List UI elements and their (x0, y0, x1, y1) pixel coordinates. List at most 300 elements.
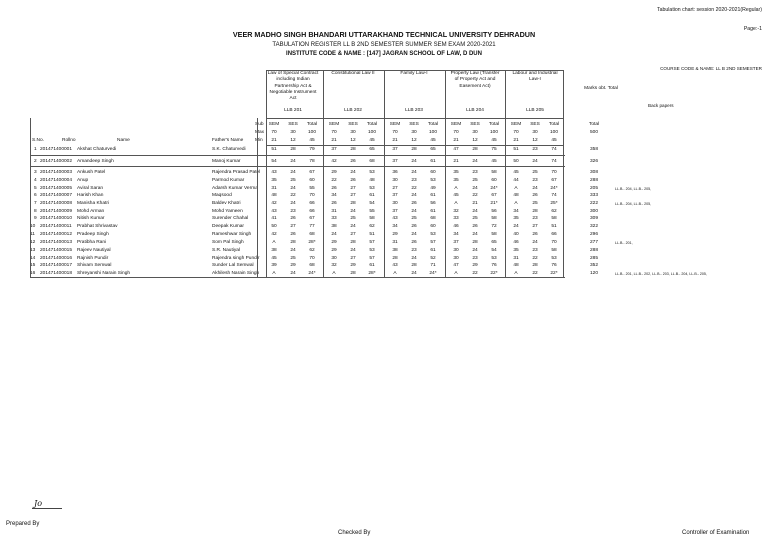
row-mark: 37 (392, 159, 398, 164)
row-father-name: Adarsh Kumar Verma (212, 186, 258, 191)
row-rollno: 201471400001 (40, 147, 73, 152)
ses-header: SES (288, 122, 298, 127)
row-name: Anup (77, 178, 89, 183)
row-total: 326 (589, 159, 598, 164)
row-mark: 70 (309, 193, 315, 198)
row-mark: 24 (472, 186, 478, 191)
row-mark: 24 (290, 271, 296, 276)
row-mark: 48 (271, 193, 277, 198)
row-mark: 60 (430, 224, 436, 229)
row-mark: 50 (271, 224, 277, 229)
row-total: 288 (589, 178, 598, 183)
row-mark: 67 (309, 170, 315, 175)
subject-divider (323, 70, 324, 277)
row-rollno: 201471400012 (40, 232, 73, 237)
row-mark: 28 (290, 240, 296, 245)
row-mark: 54 (491, 248, 497, 253)
father-name-header: Father's Name (212, 138, 244, 143)
row-mark: 27 (392, 186, 398, 191)
row-mark: 55 (309, 186, 315, 191)
row-total: 300 (589, 209, 598, 214)
row-mark: 41 (271, 216, 277, 221)
row-mark: 45 (491, 159, 497, 164)
row-mark: 60 (491, 178, 497, 183)
row-sno: 1 (34, 147, 37, 152)
total-header: Total (366, 122, 378, 127)
row-mark: 61 (430, 159, 436, 164)
row-mark: 24 (331, 232, 337, 237)
row-mark: 24 (411, 159, 417, 164)
row-sno: 6 (34, 193, 37, 198)
row-mark: 67 (491, 193, 497, 198)
row-mark: 76 (491, 263, 497, 268)
row-name: Nitish Kumar (77, 216, 105, 221)
row-father-name: S.R. Nautiyal (212, 248, 240, 253)
row-father-name: Maqsood (212, 193, 232, 198)
row-mark: 58 (551, 216, 557, 221)
row-rule (30, 166, 565, 167)
row-mark: 79 (309, 147, 315, 152)
row-mark: 22 (331, 178, 337, 183)
ses-max: 30 (350, 130, 356, 135)
row-mark: 24 (290, 248, 296, 253)
row-mark: 31 (271, 186, 277, 191)
row-mark: 60 (309, 178, 315, 183)
row-total: 309 (589, 216, 598, 221)
row-mark: 58 (369, 216, 375, 221)
total-header: Total (548, 122, 560, 127)
row-mark: 27 (532, 224, 538, 229)
row-mark: 34 (453, 232, 459, 237)
row-mark: 50 (513, 159, 519, 164)
row-mark: 24* (550, 186, 558, 191)
row-mark: 23 (411, 248, 417, 253)
row-mark: 68 (369, 159, 375, 164)
back-papers-label: Back papers (648, 103, 674, 108)
name-header: Name (117, 138, 130, 143)
row-total: 322 (589, 224, 598, 229)
row-mark: 26 (472, 224, 478, 229)
row-mark: 71 (430, 263, 436, 268)
subject-name: Labour and Industrial Law-I (512, 71, 558, 83)
row-mark: 32 (331, 263, 337, 268)
row-mark: 28 (532, 263, 538, 268)
table-bottom-rule (30, 277, 565, 278)
ses-max: 30 (290, 130, 296, 135)
ses-min: 12 (472, 138, 478, 143)
row-mark: 22 (472, 193, 478, 198)
row-mark: 23 (472, 170, 478, 175)
sem-max: 70 (392, 130, 398, 135)
row-mark: 24 (472, 232, 478, 237)
row-rollno: 201471400011 (40, 224, 72, 229)
row-total: 296 (589, 232, 598, 237)
row-mark: 42 (271, 232, 277, 237)
row-mark: 74 (551, 159, 557, 164)
row-mark: 24 (411, 232, 417, 237)
sem-header: SEM (389, 122, 401, 127)
row-total: 222 (589, 201, 598, 206)
row-rollno: 201471400007 (40, 193, 73, 198)
row-mark: 58 (491, 216, 497, 221)
row-mark: 26 (532, 193, 538, 198)
row-mark: 46 (453, 224, 459, 229)
row-mark: 74 (551, 147, 557, 152)
row-mark: 22 (472, 271, 478, 276)
row-mark: 35 (513, 248, 519, 253)
subject-code: LLB 202 (344, 108, 362, 113)
ses-header: SES (530, 122, 540, 127)
row-mark: 53 (491, 256, 497, 261)
row-mark: 24 (472, 248, 478, 253)
row-mark: 28 (411, 147, 417, 152)
header-top-rule (266, 70, 564, 71)
row-mark: 58 (551, 248, 557, 253)
row-mark: 46 (513, 240, 519, 245)
row-mark: 42 (271, 201, 277, 206)
row-sno: 2 (34, 159, 37, 164)
row-mark: 47 (453, 263, 459, 268)
row-mark: 25 (532, 170, 538, 175)
row-mark: 28* (368, 271, 376, 276)
total-min: 45 (551, 138, 557, 143)
row-name: Manisha Khatri (77, 201, 109, 206)
row-sno: 4 (34, 178, 37, 183)
row-total: 308 (589, 170, 598, 175)
row-total: 333 (589, 193, 598, 198)
row-name: Mohd Arman (77, 209, 105, 214)
row-mark: 28* (308, 240, 316, 245)
row-mark: 23 (532, 248, 538, 253)
sem-max: 70 (513, 130, 519, 135)
row-father-name: Rajendra singh Pundir (212, 256, 260, 261)
row-mark: 31 (331, 209, 337, 214)
subject-code: LLB 203 (405, 108, 423, 113)
total-max: 100 (549, 130, 558, 135)
row-mark: 29 (331, 248, 337, 253)
row-mark: 24 (350, 170, 356, 175)
row-back-papers: LL.B.- 204, LL.B.- 205, (615, 187, 652, 191)
row-name: Ankush Patel (77, 170, 106, 175)
row-mark: 51 (513, 147, 519, 152)
row-mark: 30 (331, 256, 337, 261)
university-title: VEER MADHO SINGH BHANDARI UTTARAKHAND TECHNICAL UNIVERSITY DEHRADUN (232, 30, 536, 39)
row-name: Harish Khan (77, 193, 104, 198)
row-name: Aviral Saran (77, 186, 104, 191)
row-mark: 33 (331, 216, 337, 221)
row-mark: 67 (551, 178, 557, 183)
row-mark: 38 (392, 248, 398, 253)
row-mark: 51 (271, 147, 277, 152)
row-mark: 28 (392, 256, 398, 261)
rollno-header: Rollno (62, 138, 76, 143)
row-mark: A (514, 201, 518, 206)
row-total: 288 (589, 248, 598, 253)
row-father-name: Akhilesh Narain Singh (212, 271, 260, 276)
row-mark: 33 (453, 216, 459, 221)
course-code: COURSE CODE & NAME: LL B 2ND SEMESTER (660, 66, 762, 71)
row-mark: 49 (430, 186, 436, 191)
min-label: Min (255, 138, 263, 143)
row-mark: 75 (491, 147, 497, 152)
row-father-name: Mohd Yameen (212, 209, 243, 214)
row-mark: 67 (309, 216, 315, 221)
max-label: Max (255, 130, 265, 135)
row-mark: 30 (453, 256, 459, 261)
row-mark: 78 (309, 159, 315, 164)
subject-divider (563, 70, 564, 277)
row-mark: 65 (430, 147, 436, 152)
row-mark: 53 (369, 186, 375, 191)
row-mark: 61 (430, 193, 436, 198)
row-mark: 70 (551, 240, 557, 245)
row-mark: 35 (453, 170, 459, 175)
row-mark: 29 (472, 263, 478, 268)
row-mark: 53 (551, 256, 557, 261)
row-mark: 25 (472, 178, 478, 183)
row-mark: 52 (430, 256, 436, 261)
row-father-name: Baldev Khatri (212, 201, 241, 206)
row-mark: 45 (513, 170, 519, 175)
row-name: Rajnish Pundir (77, 256, 109, 261)
sem-header: SEM (450, 122, 462, 127)
left-border (30, 118, 31, 277)
row-mark: 60 (430, 170, 436, 175)
grand-total-header: Total (588, 122, 600, 127)
row-mark: 24 (532, 159, 538, 164)
row-mark: A (454, 186, 458, 191)
row-mark: 26 (411, 240, 417, 245)
row-mark: 22 (290, 193, 296, 198)
row-mark: 24 (411, 193, 417, 198)
sem-header: SEM (268, 122, 280, 127)
total-max: 100 (428, 130, 437, 135)
total-header: Total (427, 122, 439, 127)
row-mark: 48 (513, 193, 519, 198)
row-father-name: Rajendra Prasad Patel (212, 170, 261, 175)
row-mark: 53 (369, 248, 375, 253)
total-header: Total (306, 122, 318, 127)
row-mark: 24 (472, 159, 478, 164)
header-bottom-rule (266, 145, 564, 146)
row-total: 352 (589, 263, 598, 268)
row-mark: 43 (392, 263, 398, 268)
row-mark: 24 (411, 271, 417, 276)
row-mark: 44 (513, 178, 519, 183)
row-mark: 43 (392, 216, 398, 221)
row-rule (30, 155, 565, 156)
row-mark: 27 (350, 232, 356, 237)
row-mark: 23 (532, 147, 538, 152)
row-mark: 28 (472, 147, 478, 152)
row-mark: 25 (290, 178, 296, 183)
row-mark: 61 (430, 209, 436, 214)
row-mark: 37 (331, 147, 337, 152)
sub-divider (257, 118, 258, 277)
sem-max: 70 (331, 130, 337, 135)
row-rollno: 201471400010 (40, 216, 73, 221)
row-mark: 51 (551, 224, 557, 229)
row-mark: 62 (551, 209, 557, 214)
row-mark: 74 (551, 193, 557, 198)
row-mark: 65 (491, 240, 497, 245)
row-mark: 23 (472, 256, 478, 261)
row-mark: 62 (309, 248, 315, 253)
row-mark: 27 (350, 193, 356, 198)
row-father-name: Parmod Kumar (212, 178, 245, 183)
row-mark: 24 (411, 209, 417, 214)
row-total: 285 (589, 256, 598, 261)
register-title: TABULATION REGISTER LL B 2ND SEMESTER SUMMER SEM EXAM 2020-2021 (272, 42, 496, 48)
checked-by: Checked By (338, 530, 371, 536)
row-mark: 68 (430, 216, 436, 221)
row-mark: 54 (271, 159, 277, 164)
row-father-name: Som Pal Singh (212, 240, 244, 245)
ses-min: 12 (350, 138, 356, 143)
row-mark: 26 (532, 232, 538, 237)
total-min: 45 (309, 138, 315, 143)
ses-max: 30 (411, 130, 417, 135)
row-mark: 68 (309, 232, 315, 237)
row-mark: 24 (532, 186, 538, 191)
row-mark: 23 (532, 178, 538, 183)
row-total: 120 (589, 271, 598, 276)
total-max: 100 (489, 130, 498, 135)
institute-title: INSTITUTE CODE & NAME : [147] JAGRAN SCHOOL OF LAW, D DUN (286, 51, 482, 57)
row-mark: 61 (369, 193, 375, 198)
row-mark: 24 (411, 170, 417, 175)
row-mark: 29 (350, 263, 356, 268)
row-mark: 55 (369, 209, 375, 214)
sem-min: 21 (271, 138, 277, 143)
subject-name: Constitutional Law II (331, 71, 375, 76)
row-mark: 48 (513, 263, 519, 268)
row-mark: 65 (369, 147, 375, 152)
row-mark: 45 (271, 256, 277, 261)
row-mark: 27 (290, 224, 296, 229)
row-mark: 24 (472, 209, 478, 214)
row-mark: 51 (369, 232, 375, 237)
row-mark: 26 (290, 216, 296, 221)
row-father-name: Rameshwar Singh (212, 232, 252, 237)
row-rollno: 201471400013 (40, 240, 73, 245)
row-mark: 29 (331, 240, 337, 245)
row-sno: 10 (30, 224, 36, 229)
row-mark: A (393, 271, 397, 276)
row-mark: 28 (350, 201, 356, 206)
ses-header: SES (348, 122, 358, 127)
row-mark: 28 (350, 147, 356, 152)
subject-code: LLB 204 (466, 108, 484, 113)
row-mark: 53 (369, 170, 375, 175)
row-sno: 13 (30, 248, 36, 253)
row-mark: 25 (532, 201, 538, 206)
row-mark: 22* (490, 271, 498, 276)
row-total: 358 (589, 147, 598, 152)
row-mark: 27 (350, 186, 356, 191)
row-mark: 26 (411, 201, 417, 206)
header-code-rule (266, 118, 564, 119)
row-sno: 3 (34, 170, 37, 175)
row-mark: 29 (331, 170, 337, 175)
sem-header: SEM (510, 122, 522, 127)
row-mark: 22 (411, 186, 417, 191)
row-mark: 35 (271, 178, 277, 183)
row-rollno: 201471400009 (40, 209, 73, 214)
row-mark: 29 (290, 263, 296, 268)
row-mark: 57 (430, 240, 436, 245)
row-mark: 62 (369, 224, 375, 229)
row-mark: 58 (491, 232, 497, 237)
row-mark: 56 (430, 201, 436, 206)
sem-min: 21 (513, 138, 519, 143)
row-mark: A (454, 201, 458, 206)
row-mark: 26 (290, 232, 296, 237)
subject-name: Family Law-I (400, 71, 428, 76)
row-mark: 28 (411, 263, 417, 268)
row-mark: 23 (290, 209, 296, 214)
subject-code: LLB 201 (284, 108, 302, 113)
row-mark: A (272, 271, 276, 276)
row-back-papers: LL.B.- 204, LL.B.- 205, (615, 202, 652, 206)
subject-code: LLB 205 (526, 108, 544, 113)
row-sno: 9 (34, 216, 37, 221)
row-mark: 28 (532, 209, 538, 214)
row-rollno: 201471400005 (40, 186, 73, 191)
row-mark: 31 (513, 256, 519, 261)
ses-min: 12 (290, 138, 296, 143)
row-mark: 35 (453, 178, 459, 183)
session-label: Tabulation chart: session 2020-2021(Regular) (657, 7, 762, 13)
total-max: 100 (367, 130, 376, 135)
grand-total-max: 500 (589, 130, 598, 135)
row-mark: 24 (290, 186, 296, 191)
row-mark: 21 (472, 201, 478, 206)
row-mark: 23 (532, 216, 538, 221)
ses-max: 30 (532, 130, 538, 135)
row-name: Pradeep Singh (77, 232, 109, 237)
row-back-papers: LL.B.- 201, LL.B.- 202, LL.B.- 203, LL.B.- 204, LL.B.- 205, (615, 272, 707, 276)
row-sno: 5 (34, 186, 37, 191)
row-rollno: 201471400008 (40, 201, 73, 206)
row-mark: A (454, 271, 458, 276)
row-father-name: S.K. Chaturvedi (212, 147, 246, 152)
row-mark: 24* (490, 186, 498, 191)
row-mark: 22* (550, 271, 558, 276)
row-mark: 57 (369, 256, 375, 261)
row-total: 277 (589, 240, 598, 245)
row-mark: A (332, 271, 336, 276)
sem-header: SEM (328, 122, 340, 127)
row-mark: 53 (430, 232, 436, 237)
row-mark: 25 (350, 216, 356, 221)
prepared-signature: Jo (34, 499, 43, 508)
row-mark: 37 (392, 147, 398, 152)
row-mark: 36 (392, 170, 398, 175)
row-mark: 24 (350, 209, 356, 214)
ses-header: SES (409, 122, 419, 127)
row-mark: 23 (411, 178, 417, 183)
ses-min: 12 (532, 138, 538, 143)
row-mark: 34 (331, 193, 337, 198)
row-mark: 29 (392, 232, 398, 237)
row-mark: 70 (309, 256, 315, 261)
total-header: Total (488, 122, 500, 127)
row-mark: 24 (513, 224, 519, 229)
row-father-name: Deepak Kumar (212, 224, 244, 229)
row-mark: 48 (369, 178, 375, 183)
subject-divider (505, 70, 506, 277)
